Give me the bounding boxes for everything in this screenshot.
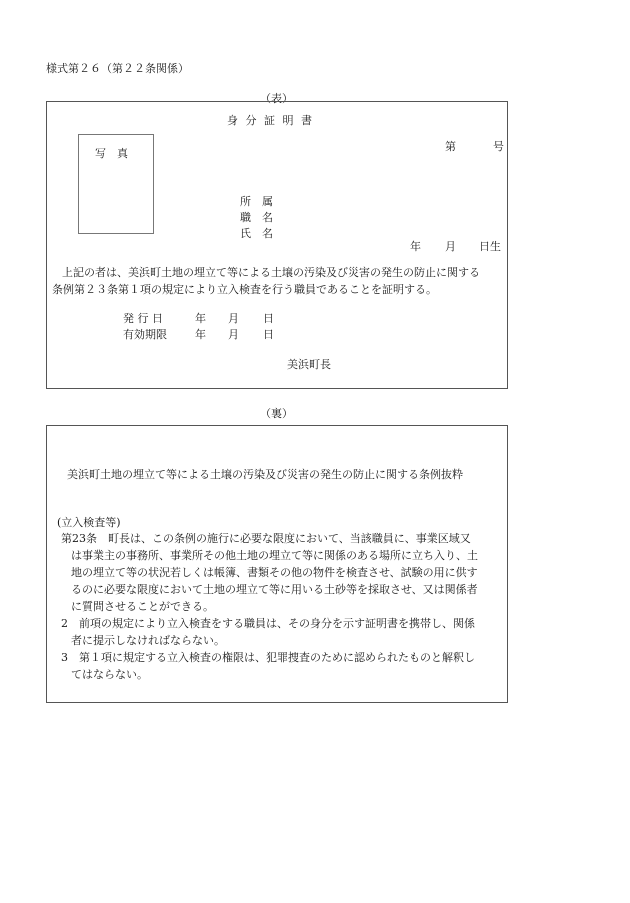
certification-text: [52, 264, 507, 298]
issue-date-label: 発 行 日: [123, 312, 163, 325]
field-affiliation: 所 属: [240, 195, 273, 208]
valid-until-label: 有効期限: [123, 328, 167, 341]
certification-line: 上記の者は、美浜町土地の埋立て等による土壌の汚染及び災害の発生の防止に関する: [62, 266, 480, 279]
paragraph-2: [61, 615, 509, 649]
article-line: に質問させることができる。: [71, 600, 214, 613]
issue-month: 月: [228, 312, 239, 325]
field-name: 氏 名: [240, 227, 273, 240]
article-caption: (立入検査等): [57, 516, 121, 529]
issue-day: 日: [263, 312, 274, 325]
article-line: は事業主の事務所、事業所その他土地の埋立て等に関係のある場所に立ち入り、土: [71, 549, 478, 562]
form-number: 様式第２６（第２２条関係）: [46, 62, 189, 75]
paragraph-line: 3 第１項に規定する立入検査の権限は、犯罪捜査のために認められたものと解釈し: [61, 651, 475, 664]
field-position: 職 名: [240, 211, 273, 224]
paragraph-line: てはならない。: [71, 668, 148, 681]
article-line: 第23条 町長は、この条例の施行に必要な限度において、当該職員に、事業区域又: [61, 532, 471, 545]
front-card: [46, 101, 508, 389]
article-line: るのに必要な限度において土地の埋立て等に用いる土砂等を採取させ、又は関係者: [71, 583, 478, 596]
valid-year: 年: [195, 328, 206, 341]
back-side-label: （裏）: [260, 407, 293, 420]
paragraph-line: 者に提示しなければならない。: [71, 634, 225, 647]
article-line: 地の埋立て等の状況若しくは帳簿、書類その他の物件を検査させ、試験の用に供す: [71, 566, 478, 579]
photo-label: 写 真: [95, 147, 128, 160]
paragraph-3: [61, 649, 509, 683]
issuer: 美浜町長: [287, 358, 331, 371]
valid-day: 日: [263, 328, 274, 341]
issue-year: 年: [195, 312, 206, 325]
number-go: 号: [493, 140, 504, 153]
certification-line: 条例第２３条第１項の規定により立入検査を行う職員であることを証明する。: [52, 283, 437, 296]
valid-month: 月: [228, 328, 239, 341]
card-title: 身 分 証 明 書: [227, 114, 314, 127]
back-heading: 美浜町土地の埋立て等による土壌の汚染及び災害の発生の防止に関する条例抜粋: [67, 468, 463, 481]
back-card: [46, 425, 508, 703]
front-side-label: （表）: [260, 92, 293, 105]
number-dai: 第: [445, 140, 456, 153]
birth-day: 日生: [479, 240, 501, 253]
photo-placeholder: [78, 134, 154, 234]
article-23: [61, 530, 509, 615]
birth-year: 年: [410, 240, 421, 253]
paragraph-line: 2 前項の規定により立入検査をする職員は、その身分を示す証明書を携帯し、関係: [61, 617, 475, 630]
birth-month: 月: [445, 240, 456, 253]
